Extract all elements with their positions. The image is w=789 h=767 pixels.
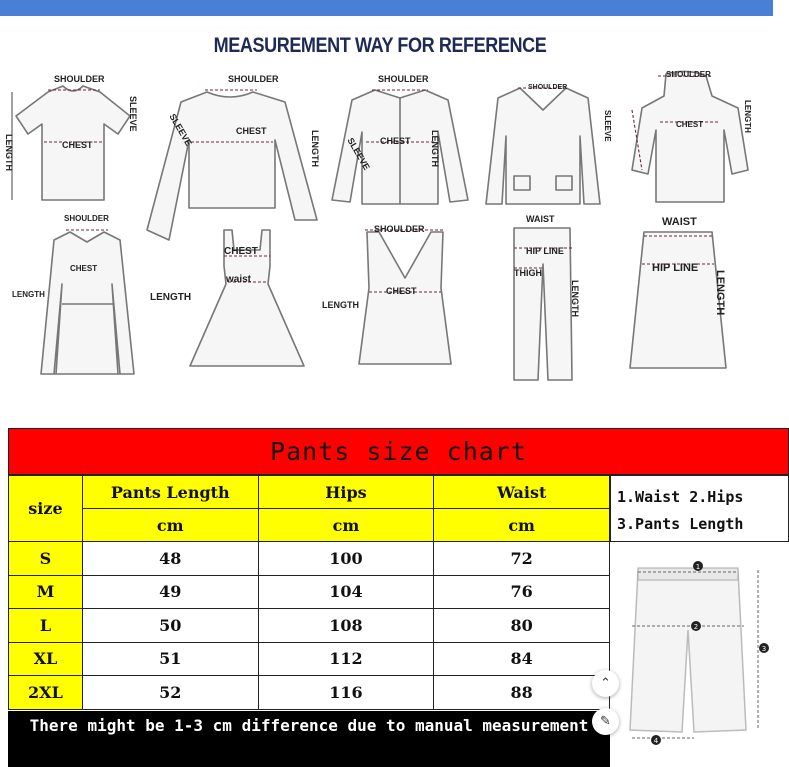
unit-cell: cm xyxy=(434,509,610,542)
skirt-diagram xyxy=(628,228,728,372)
label-waist-10: WAIST xyxy=(662,216,697,228)
label-chest-3: CHEST xyxy=(380,136,411,146)
edit-button[interactable] xyxy=(592,708,619,735)
size-label: XL xyxy=(9,642,83,676)
label-shoulder-5: SHOULDER xyxy=(666,70,711,79)
measurement-legend xyxy=(610,475,789,542)
label-shoulder-8: SHOULDER xyxy=(374,224,425,234)
table-row xyxy=(9,542,610,576)
label-hipline-9: HIP LINE xyxy=(526,246,564,256)
unit-cell: cm xyxy=(82,509,258,542)
table-cell: 51 xyxy=(82,642,258,676)
label-chest-1: CHEST xyxy=(62,140,93,150)
tank-diagram xyxy=(355,228,455,368)
label-chest-7: CHEST xyxy=(224,246,258,257)
size-table xyxy=(8,475,610,710)
chart-title: Pants size chart xyxy=(8,428,789,475)
table-header-row xyxy=(9,476,610,509)
reference-title: MEASUREMENT WAY FOR REFERENCE xyxy=(213,34,547,57)
label-length-3: LENGTH xyxy=(430,130,440,167)
table-row xyxy=(9,575,610,609)
label-sleeve-2: SLEEVE xyxy=(167,112,194,148)
table-cell: 76 xyxy=(434,575,610,609)
table-cell: 104 xyxy=(258,575,434,609)
marker-3: 3 xyxy=(761,645,767,653)
table-cell: 52 xyxy=(82,676,258,710)
table-cell: 80 xyxy=(434,609,610,643)
label-thigh-9: THIGH xyxy=(514,268,542,278)
label-length-6: LENGTH xyxy=(12,290,45,299)
label-chest-6: CHEST xyxy=(70,264,98,273)
table-cell: 50 xyxy=(82,609,258,643)
marker-4: 4 xyxy=(653,737,659,745)
label-waist-9: WAIST xyxy=(526,214,555,224)
label-waist-7: waist xyxy=(226,274,252,285)
label-shoulder-4: SHOULDER xyxy=(528,84,568,91)
top-accent-bar xyxy=(0,0,773,16)
label-length-8: LENGTH xyxy=(322,300,359,310)
measurement-note: There might be 1-3 cm difference due to manual measurement xyxy=(8,711,610,767)
label-shoulder-3: SHOULDER xyxy=(378,74,429,84)
label-shoulder-6: SHOULDER xyxy=(64,214,109,223)
label-length-7: LENGTH xyxy=(150,292,192,303)
label-length-1: LENGTH xyxy=(4,134,14,171)
table-cell: 72 xyxy=(434,542,610,576)
label-chest-5: CHEST xyxy=(676,120,704,129)
label-shoulder-2: SHOULDER xyxy=(228,74,279,84)
label-length-10: LENGTH xyxy=(714,270,726,316)
table-cell: 116 xyxy=(258,676,434,710)
size-label: M xyxy=(9,575,83,609)
label-chest-2: CHEST xyxy=(236,126,267,136)
column-header-pants-length: Pants Length xyxy=(82,476,258,509)
legend-line-1: 1.Waist 2.Hips xyxy=(617,488,744,506)
label-chest-8: CHEST xyxy=(386,286,417,296)
table-cell: 108 xyxy=(258,609,434,643)
table-row xyxy=(9,609,610,643)
chevron-up-icon: ⌃ xyxy=(600,676,611,691)
size-label: 2XL xyxy=(9,676,83,710)
label-length-2: LENGTH xyxy=(310,130,320,167)
blazer-diagram xyxy=(484,80,602,208)
size-label: L xyxy=(9,609,83,643)
label-hipline-10: HIP LINE xyxy=(652,262,699,274)
scroll-up-button[interactable] xyxy=(592,670,619,697)
coat-diagram xyxy=(40,224,135,384)
marker-1: 1 xyxy=(695,563,701,571)
unit-cell: cm xyxy=(258,509,434,542)
marker-2: 2 xyxy=(693,623,699,631)
table-row xyxy=(9,642,610,676)
label-sleeve-3: SLEEVE xyxy=(345,136,372,172)
label-length-9: LENGTH xyxy=(570,280,580,317)
table-cell: 112 xyxy=(258,642,434,676)
column-header-waist: Waist xyxy=(434,476,610,509)
jacket-diagram xyxy=(612,70,752,210)
column-header-hips: Hips xyxy=(258,476,434,509)
label-shoulder-1: SHOULDER xyxy=(54,74,105,84)
sweater-diagram xyxy=(145,80,320,215)
label-length-5: LENGTH xyxy=(743,100,752,133)
size-header-cell: size xyxy=(9,476,83,542)
pencil-icon: ✎ xyxy=(600,714,611,729)
table-cell: 88 xyxy=(434,676,610,710)
label-sleeve-1: SLEEVE xyxy=(128,96,138,132)
table-cell: 48 xyxy=(82,542,258,576)
table-row xyxy=(9,676,610,710)
shorts-diagram xyxy=(608,550,783,755)
table-cell: 84 xyxy=(434,642,610,676)
table-unit-row xyxy=(9,509,610,542)
legend-line-2: 3.Pants Length xyxy=(617,515,744,533)
table-cell: 100 xyxy=(258,542,434,576)
size-label: S xyxy=(9,542,83,576)
label-sleeve-5: SLEEVE xyxy=(603,110,612,142)
table-cell: 49 xyxy=(82,575,258,609)
